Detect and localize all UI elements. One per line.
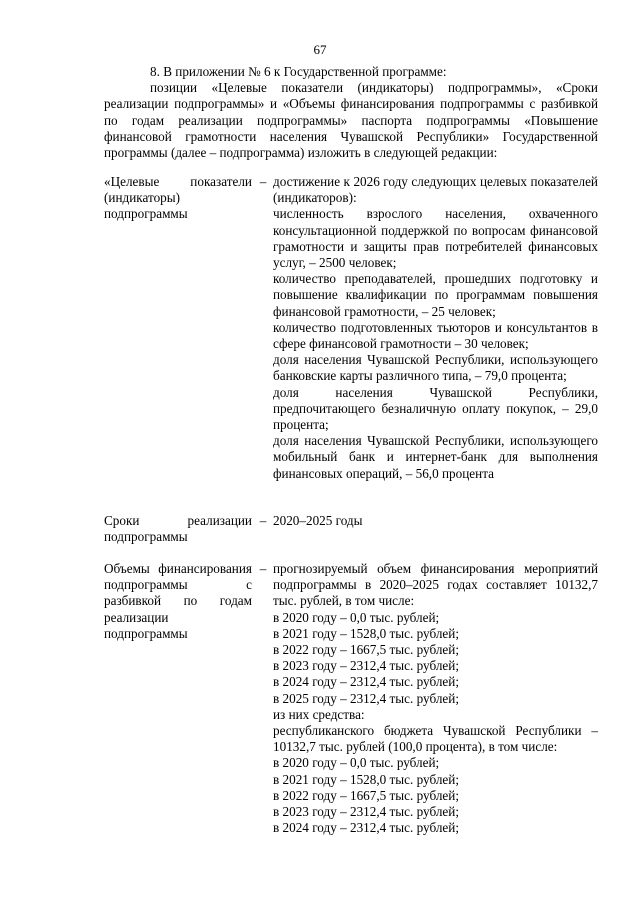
content-line: в 2022 году – 1667,5 тыс. рублей; (273, 787, 459, 803)
content-line: в 2024 году – 2312,4 тыс. рублей; (273, 674, 459, 690)
content-line: в 2021 году – 1528,0 тыс. рублей; (273, 625, 459, 641)
row-content (273, 561, 598, 836)
content-line: из них средства: (273, 706, 365, 722)
row-content (273, 174, 598, 482)
content-line: в 2021 году – 1528,0 тыс. рублей; (273, 771, 459, 787)
content-line: в 2025 году – 2312,4 тыс. рублей; (273, 690, 459, 706)
content-line: количество преподавателей, прошедших подготовку и повышение квалификации по программам повышения финансовой грамотности, – 25 человек; (273, 271, 598, 319)
row-content (273, 513, 598, 529)
intro-heading: 8. В приложении № 6 к Государственной программе: (150, 64, 447, 79)
content-line: в 2023 году – 2312,4 тыс. рублей; (273, 804, 459, 820)
content-line: в 2023 году – 2312,4 тыс. рублей; (273, 658, 459, 674)
row-dash: – (259, 561, 267, 576)
content-line: в 2020 году – 0,0 тыс. рублей; (273, 755, 440, 771)
content-line: 2020–2025 годы (273, 513, 363, 528)
row-dash: – (259, 174, 267, 189)
row-label: «Целевые показатели (индикаторы) подпрограммы (104, 174, 252, 222)
row-label: Объемы финансирования подпрограммы с разбивкой по годам реализации подпрограммы (104, 561, 252, 641)
content-line: прогнозируемый объем финансирования мероприятий подпрограммы в 2020–2025 годах составляет 10132,7 тыс. рублей, в том числе: (273, 561, 598, 609)
intro-block (104, 64, 598, 161)
content-line: численность взрослого населения, охваченного консультационной поддержкой по вопросам финансовой грамотности и защиты прав потребителей финансовых услуг, – 2500 человек; (273, 206, 598, 271)
content-line: достижение к 2026 году следующих целевых показателей (индикаторов): (273, 174, 598, 206)
content-line: количество подготовленных тьюторов и консультантов в сфере финансовой грамотности – 30 человек; (273, 319, 598, 352)
row-dash: – (259, 513, 267, 528)
content-line: доля населения Чувашской Республики, использующего банковские карты различного типа, – 79,0 процента; (273, 352, 598, 384)
content-line: в 2022 году – 1667,5 тыс. рублей; (273, 642, 459, 658)
page-number: 67 (313, 42, 327, 57)
content-line: республиканского бюджета Чувашской Республики – 10132,7 тыс. рублей (100,0 процента), в том числе: (273, 723, 598, 755)
row-label: Сроки реализации подпрограммы (104, 513, 252, 545)
content-line: в 2024 году – 2312,4 тыс. рублей; (273, 820, 459, 836)
content-line: доля населения Чувашской Республики, использующего мобильный банк и интернет-банк для выполнения финансовых операций, – 56,0 процента (273, 433, 598, 481)
intro-paragraph: позиции «Целевые показатели (индикаторы) подпрограммы», «Сроки реализации подпрограммы» и «Объемы финансирования подпрограммы с разбивкой по годам реализации подпрограммы» паспорта подпрограммы «Повышение финансовой грамотности населения Чувашской Республики» Государственной программы (далее – подпрограмма) изложить в следующей редакции: (104, 80, 598, 161)
content-line: доля населения Чувашской Республики, предпочитающего безналичную оплату покупок, – 29,0 процента; (273, 384, 598, 433)
content-line: в 2020 году – 0,0 тыс. рублей; (273, 609, 440, 625)
